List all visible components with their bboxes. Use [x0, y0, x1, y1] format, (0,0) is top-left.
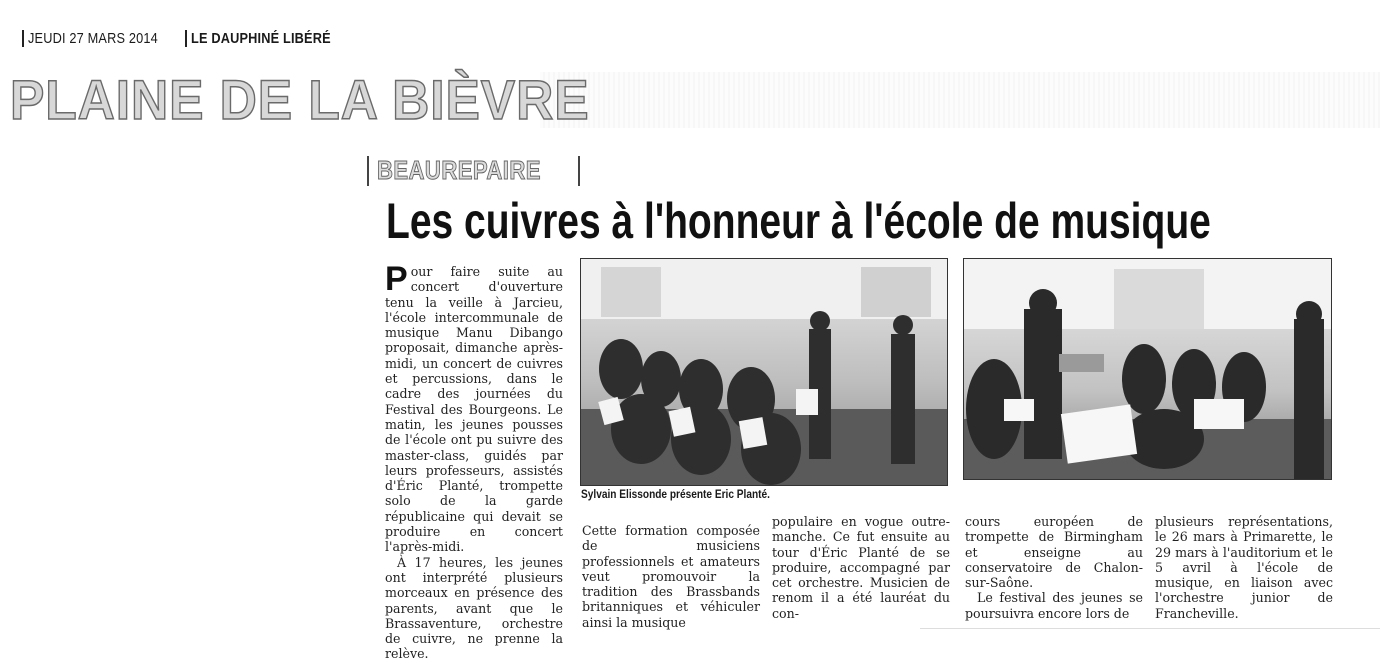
- newspaper-name: LE DAUPHINÉ LIBÉRÉ: [190, 30, 331, 47]
- locality-name: BEAUREPAIRE: [377, 155, 541, 185]
- article-headline: Les cuivres à l'honneur à l'école de musique: [386, 193, 1211, 249]
- photo-caption: Sylvain Elissonde présente Eric Planté.: [581, 489, 770, 501]
- paragraph: À 17 heures, les jeunes ont interprété plusieurs morceaux en présence des parents, avant que le Brassaventure, orchestre de cuivre, ne prenne la relève.: [385, 554, 563, 662]
- drop-cap: P: [385, 260, 408, 298]
- photo-image: [581, 259, 947, 485]
- paragraph: Le festival des jeunes se poursuivra encore lors de: [965, 590, 1143, 621]
- section-band: [540, 72, 1380, 128]
- locality-divider: [367, 156, 369, 186]
- article-column-1: [385, 260, 563, 662]
- header-divider: [22, 30, 24, 47]
- paragraph: [385, 260, 563, 555]
- paragraph: populaire en vogue outre-manche. Ce fut ensuite au tour d'Éric Planté de se produire, accompagné par cet orchestre. Musicien de renom il a été lauréat du con-: [772, 514, 950, 621]
- article-column-4: [965, 514, 1143, 621]
- bottom-rule: [920, 628, 1380, 629]
- page-header: [18, 30, 355, 47]
- section-title: PLAINE DE LA BIÈVRE: [10, 68, 590, 131]
- publication-date: JEUDI 27 MARS 2014: [28, 30, 158, 47]
- photo-brass-band-concert: [580, 258, 948, 486]
- article-column-2: [582, 523, 760, 630]
- locality-divider: [578, 156, 580, 186]
- photo-trumpet-soloist: [963, 258, 1332, 480]
- locality-label: [367, 155, 580, 186]
- paragraph: Cette formation composée de musiciens professionnels et amateurs veut promouvoir la tradition des Brassbands britanniques et véhiculer ainsi la musique: [582, 523, 760, 630]
- photo-image: [964, 259, 1331, 479]
- article-column-5: [1155, 514, 1333, 621]
- article-column-3: [772, 514, 950, 621]
- paragraph: plusieurs représentations, le 26 mars à Primarette, le 29 mars à l'auditorium et le 5 avril à l'école de musique, en liaison avec l'orchestre junior de Francheville.: [1155, 514, 1333, 621]
- header-divider: [185, 30, 187, 47]
- paragraph-text: our faire suite au concert d'ouverture tenu la veille à Jarcieu, l'école intercommunale de musique Manu Dibango proposait, dimanche après-midi, un concert de cuivres et percussions, dans le cadre des journées du Festival des Bourgeons. Le matin, les jeunes pousses de l'école ont pu suivre des master-class, guidés par leurs professeurs, assistés d'Éric Planté, trompette solo de la garde républicaine qui devait se produire en concert l'après-midi.: [385, 264, 563, 555]
- paragraph: cours européen de trompette de Birmingham et enseigne au conservatoire de Chalon-sur-Saône.: [965, 514, 1143, 591]
